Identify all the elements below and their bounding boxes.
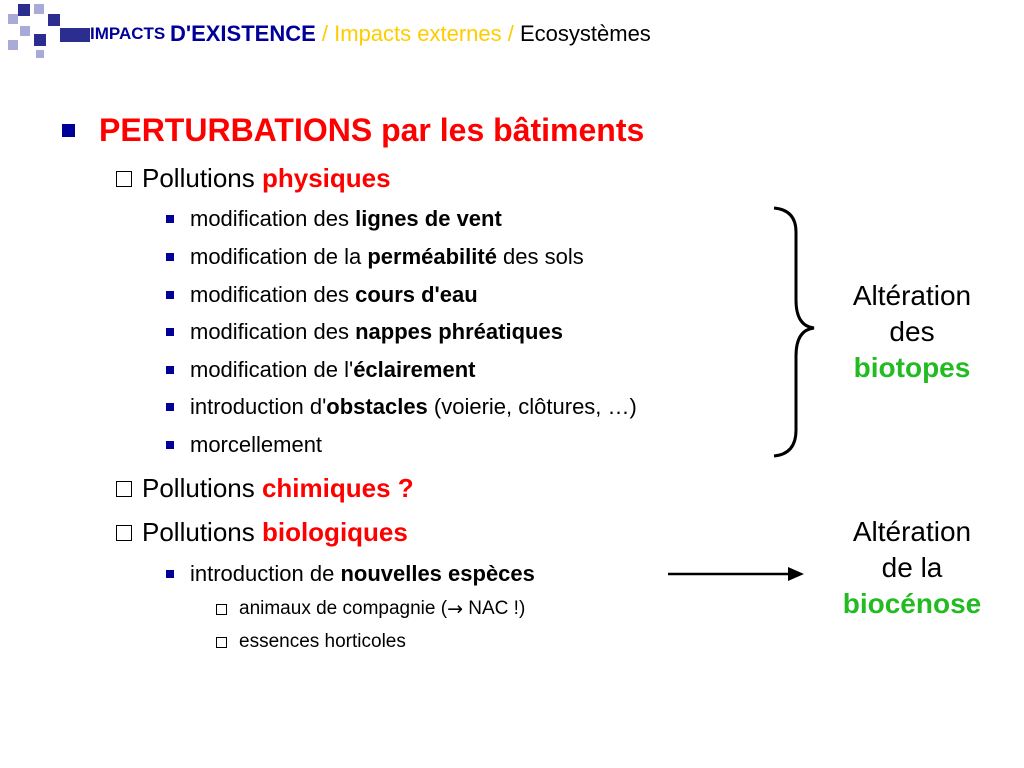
item-pre: modification de la: [190, 244, 368, 269]
header-part2: D'EXISTENCE: [169, 21, 316, 46]
item-pre: introduction de: [190, 561, 341, 586]
item-bold: lignes de vent: [355, 206, 502, 231]
label-biocenose: [822, 514, 1002, 622]
item-bold: nouvelles espèces: [340, 561, 535, 586]
item-pre: morcellement: [190, 432, 323, 457]
item-pre: modification des: [190, 206, 356, 231]
physical-emph: physiques: [261, 163, 391, 193]
header-part1: IMPACTS: [90, 24, 170, 43]
label-line: de la: [881, 552, 943, 583]
item-bold: perméabilité: [367, 244, 497, 269]
item-bold: obstacles: [326, 394, 428, 419]
item-post: des sols: [496, 244, 584, 269]
arrow-head-icon: [788, 567, 804, 581]
biological-prefix: Pollutions: [142, 517, 262, 547]
label-biotopes: [830, 278, 994, 386]
item-bold: cours d'eau: [355, 282, 478, 307]
item-bold: éclairement: [353, 357, 476, 382]
curly-brace-icon: [774, 208, 814, 456]
label-line: des: [889, 316, 935, 347]
biological-emph: biologiques: [261, 517, 408, 547]
header-part3: / Impacts externes /: [315, 21, 520, 46]
main-heading: PERTURBATIONS par les bâtiments: [99, 112, 645, 148]
item-pre: modification des: [190, 319, 356, 344]
right-arrow-icon: →: [447, 598, 463, 620]
item-pre: introduction d': [190, 394, 327, 419]
subitem-post: NAC !): [463, 598, 526, 619]
label-emph: biocénose: [842, 588, 982, 619]
label-line: Altération: [852, 516, 972, 547]
label-emph: biotopes: [853, 352, 971, 383]
physical-prefix: Pollutions: [142, 163, 262, 193]
header-part4: Ecosystèmes: [519, 21, 651, 46]
chemical-prefix: Pollutions: [142, 473, 262, 503]
item-post: (voierie, clôtures, …): [427, 394, 637, 419]
subitem-text: essences horticoles: [239, 631, 406, 652]
chemical-emph: chimiques ?: [261, 473, 414, 503]
item-bold: nappes phréatiques: [355, 319, 563, 344]
item-pre: modification de l': [190, 357, 354, 382]
item-pre: modification des: [190, 282, 356, 307]
label-line: Altération: [852, 280, 972, 311]
subitem-pre: animaux de compagnie (: [239, 598, 448, 619]
